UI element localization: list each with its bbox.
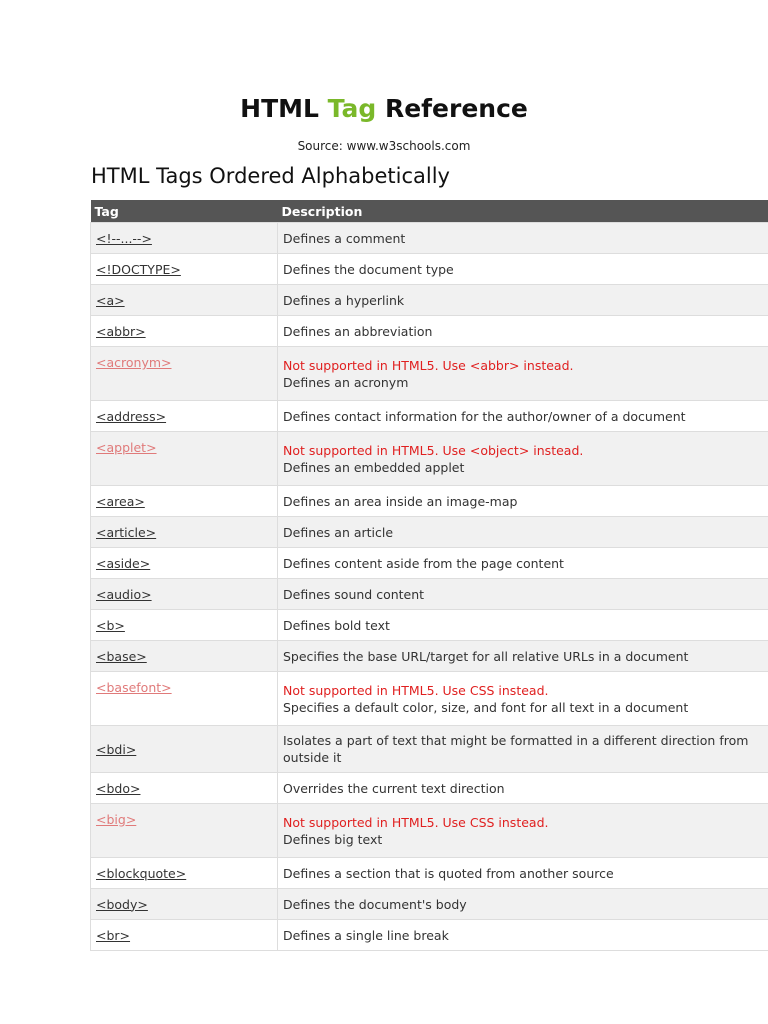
tag-link[interactable]: <acronym> [96,355,172,370]
tag-link[interactable]: <big> [96,812,137,827]
tag-link[interactable]: <base> [96,648,147,664]
tag-cell [91,804,278,858]
table-row [91,672,768,726]
table-row [91,486,768,517]
description-text: Defines an abbreviation [283,323,433,339]
table-body [91,223,768,951]
table-row [91,285,768,316]
description-cell [278,486,768,517]
description-cell [278,804,768,858]
tag-link[interactable]: <area> [96,493,145,509]
unsupported-warning: Not supported in HTML5. Use CSS instead. [283,814,549,830]
tag-link[interactable]: <a> [96,292,125,308]
description-text: Defines content aside from the page content [283,555,564,571]
description-cell [278,672,768,726]
description-cell [278,858,768,889]
description-cell [278,401,768,432]
tag-cell [91,641,278,672]
tag-link[interactable]: <audio> [96,586,152,602]
description-cell [278,223,768,254]
description-cell [278,432,768,486]
page-title [0,94,768,123]
tag-cell [91,285,278,316]
description-text: Defines big text [283,831,383,847]
tag-cell [91,920,278,951]
description-cell [278,889,768,920]
tag-link[interactable]: <address> [96,408,167,424]
tag-link[interactable]: <aside> [96,555,151,571]
table-row [91,641,768,672]
description-cell [278,726,768,773]
description-text: Defines a comment [283,230,406,246]
description-cell [278,254,768,285]
tag-link[interactable]: <br> [96,927,131,943]
section-heading: HTML Tags Ordered Alphabetically [91,164,450,188]
tag-link[interactable]: <abbr> [96,323,146,339]
tag-link[interactable]: <applet> [96,440,157,455]
title-part-reference: Reference [376,94,528,123]
column-header-description: Description [278,200,768,223]
tag-link[interactable]: <bdi> [96,741,137,757]
description-text: Defines an article [283,524,394,540]
tag-link[interactable]: <article> [96,524,157,540]
description-cell [278,548,768,579]
tag-link[interactable]: <blockquote> [96,865,187,881]
table-row [91,579,768,610]
source-line: Source: www.w3schools.com [297,139,471,153]
tag-cell [91,432,278,486]
tag-cell [91,517,278,548]
description-text-continued: outside it [283,750,342,765]
tag-cell [91,610,278,641]
description-text: Overrides the current text direction [283,780,505,796]
table-header-row [91,200,768,223]
tag-cell [91,889,278,920]
description-text: Specifies a default color, size, and font for all text in a document [283,699,689,715]
table-row [91,773,768,804]
tag-link[interactable]: <b> [96,617,125,633]
title-part-html: HTML [240,94,328,123]
tag-link[interactable]: <basefont> [96,680,172,695]
description-cell [278,641,768,672]
description-text: Defines an acronym [283,374,409,390]
tag-reference-table [90,200,768,951]
description-cell [278,347,768,401]
description-cell [278,579,768,610]
description-text: Defines the document type [283,261,454,277]
description-text: Defines bold text [283,617,390,633]
description-text: Defines the document's body [283,896,467,912]
table-row [91,432,768,486]
table-row [91,517,768,548]
tag-cell [91,548,278,579]
tag-cell [91,672,278,726]
tag-cell [91,726,278,773]
table-row [91,254,768,285]
tag-link[interactable]: <!DOCTYPE> [96,261,181,277]
table-row [91,347,768,401]
table-row [91,223,768,254]
column-header-tag: Tag [91,200,278,223]
table-row [91,401,768,432]
tag-cell [91,223,278,254]
description-cell [278,285,768,316]
table-row [91,316,768,347]
description-text: Specifies the base URL/target for all relative URLs in a document [283,648,689,664]
tag-cell [91,773,278,804]
description-text: Isolates a part of text that might be formatted in a different direction from [283,733,749,748]
description-text: Defines contact information for the author/owner of a document [283,408,686,424]
table-row [91,610,768,641]
unsupported-warning: Not supported in HTML5. Use <abbr> instead. [283,357,574,373]
title-part-tag: Tag [327,94,377,123]
description-text: Defines sound content [283,586,425,602]
description-cell [278,610,768,641]
unsupported-warning: Not supported in HTML5. Use CSS instead. [283,682,549,698]
description-text: Defines a single line break [283,927,449,943]
unsupported-warning: Not supported in HTML5. Use <object> instead. [283,442,584,458]
description-cell [278,517,768,548]
description-cell [278,920,768,951]
tag-cell [91,316,278,347]
description-text: Defines an embedded applet [283,459,465,475]
table-row [91,804,768,858]
table-row [91,920,768,951]
tag-cell [91,254,278,285]
description-text: Defines an area inside an image-map [283,493,518,509]
description-text: Defines a section that is quoted from another source [283,865,614,881]
description-text: Defines a hyperlink [283,292,405,308]
description-cell [278,773,768,804]
tag-cell [91,486,278,517]
tag-link[interactable]: <body> [96,896,148,912]
tag-cell [91,347,278,401]
table-row [91,858,768,889]
tag-cell [91,401,278,432]
tag-cell [91,858,278,889]
tag-cell [91,579,278,610]
tag-link[interactable]: <!--...--> [96,230,152,246]
table-row [91,889,768,920]
description-cell [278,316,768,347]
table-row [91,548,768,579]
table-row [91,726,768,773]
tag-link[interactable]: <bdo> [96,780,141,796]
